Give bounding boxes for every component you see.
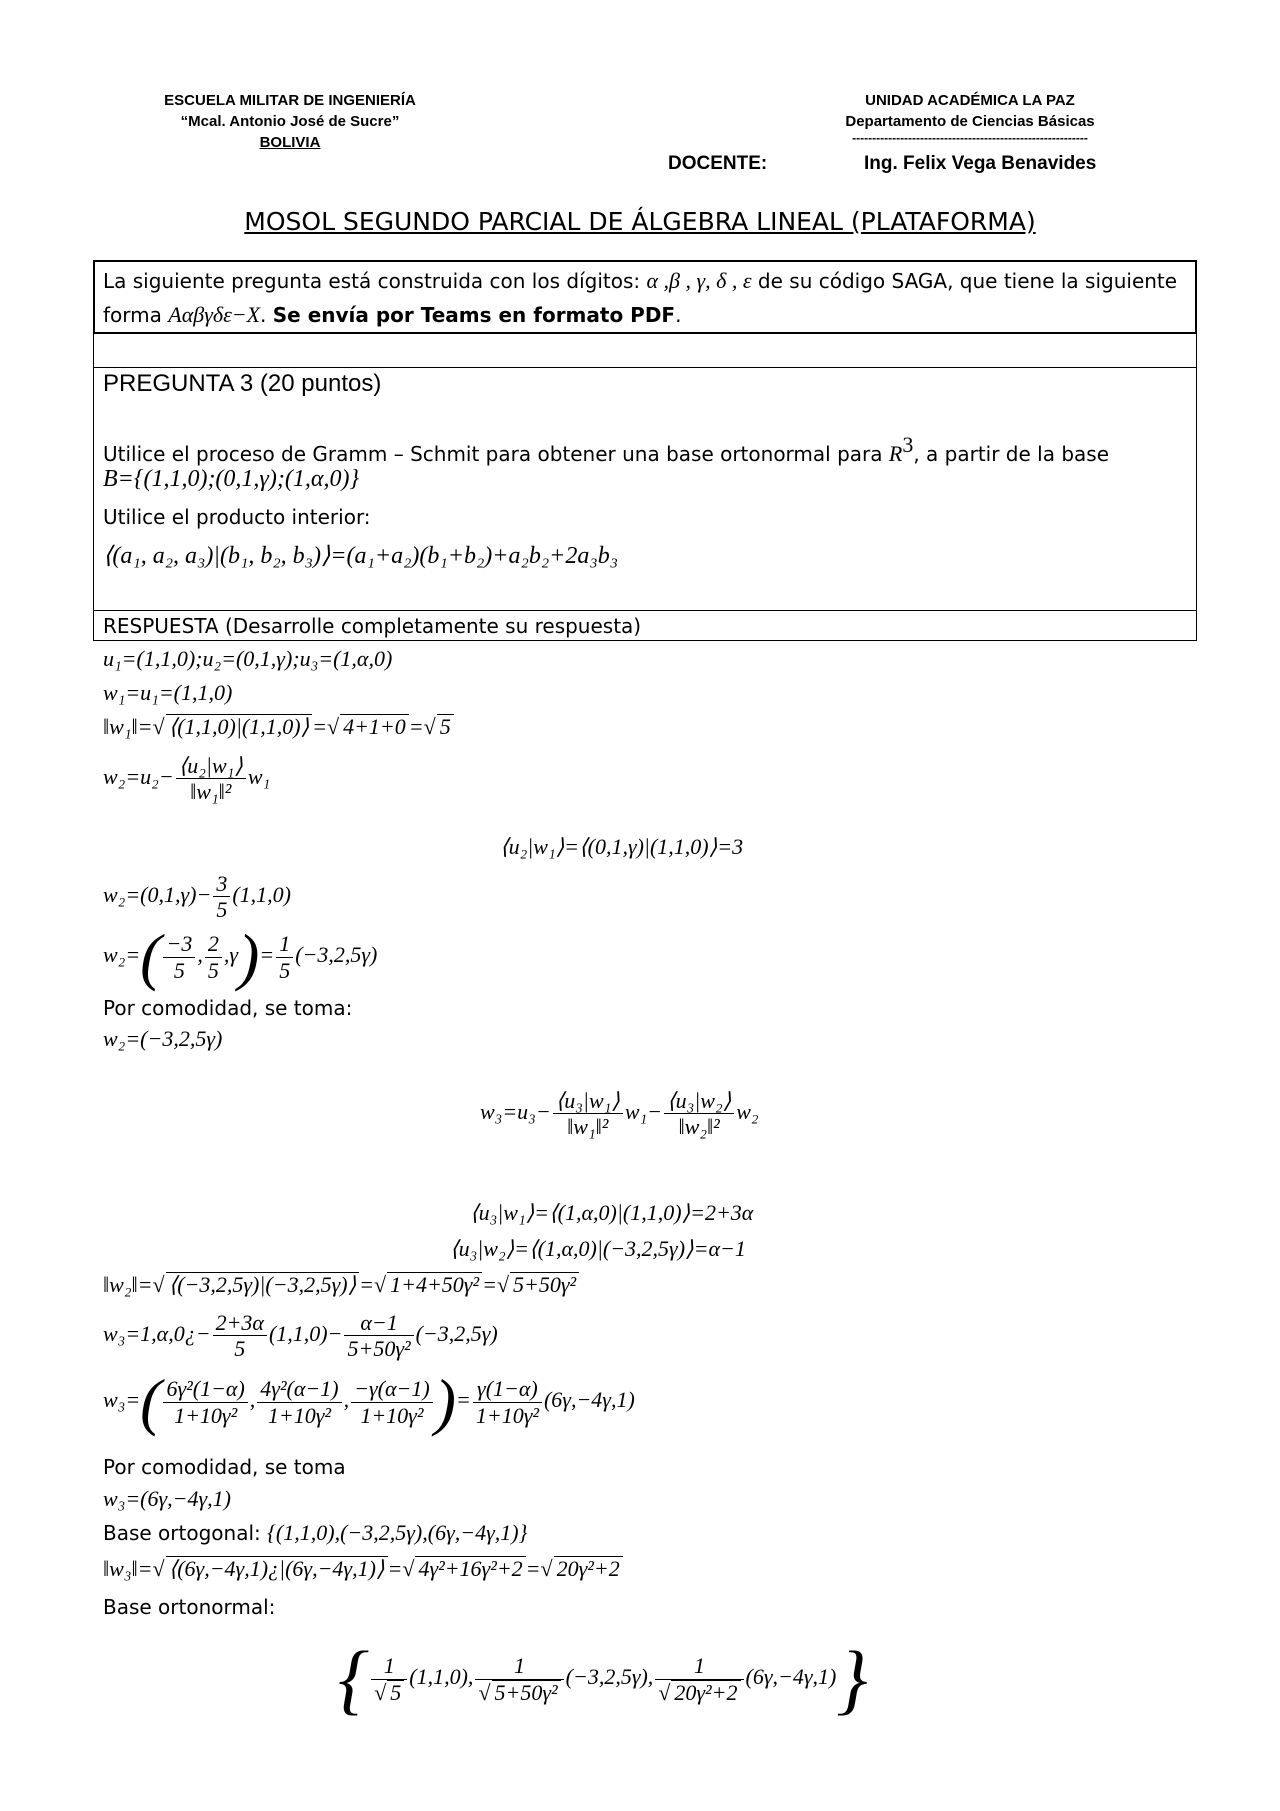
w2-sub-tail: (1,1,0) [232,881,291,907]
denominator: 1+10γ² [475,1402,539,1428]
denominator: 5 [234,1336,246,1362]
denominator: 1+10γ² [360,1402,424,1428]
w2-res-tail: (−3,2,5γ) [295,942,378,968]
w3-sub-mid: (1,1,0)− [268,1320,343,1346]
country: BOLIVIA [259,134,321,151]
w2-numerator: ⟨u₂|w₁⟩ [176,753,246,779]
norm-w3-radicand: ⟨(6γ,−4γ,1)¿|(6γ,−4γ,1)⟩ [166,1556,388,1581]
statement-text: Utilice el proceso de Gramm – Schmit para obtener una base ortonormal para [103,442,889,466]
numerator: γ(1−α) [473,1376,542,1402]
intro-text-end: de su código SAGA, que tiene la siguiente [751,269,1178,293]
equals: = [312,714,327,739]
frac-3 [351,1376,433,1428]
w2-lhs: w₂=u₂− [103,763,174,789]
norm-w1-radicand-3: 5 [437,714,454,739]
w2-final: w₂=(−3,2,5γ) [103,1026,223,1051]
w3-frac-2 [664,1088,734,1140]
orthogonal-basis [103,1520,527,1546]
norm-w2-lhs: ‖w₂‖= [103,1272,153,1297]
denominator: 5 [173,957,185,983]
header-divider: ----------------------------------------------------------- [852,131,1088,145]
w2-fraction [176,753,246,805]
norm-w1-radicand-2: 4+1+0 [340,714,409,739]
denominator: ‖w₂‖² [678,1114,720,1140]
numerator: 6γ²(1−α) [163,1376,247,1402]
norm-w3-radicand-2: 4γ²+16γ²+2 [415,1556,525,1581]
equals: = [482,1272,497,1297]
intro-instruction: Se envía por Teams en formato PDF [272,303,676,327]
inner-u3-w1: ⟨u₃|w₁⟩=⟨(1,α,0)|(1,1,0)⟩=2+3α [470,1200,754,1225]
norm-w3-radicand-3: 20γ²+2 [554,1556,623,1581]
numerator: α−1 [344,1310,413,1336]
statement-text-end: , a partir de la base [913,442,1109,466]
orthogonal-basis-label: Base ortogonal: [103,1521,268,1545]
w3-res-tail: (6γ,−4γ,1) [543,1387,635,1413]
w3-sub-lhs: w₃=1,α,0¿− [103,1320,211,1346]
on-vector-3: (6γ,−4γ,1) [745,1664,837,1690]
inner-product-definition: ⟨(a₁, a₂, a₃)|(b₁, b₂, b₃)⟩=(a₁+a₂)(b₁+b₂)+a₂b₂+2a₃b₃ [103,543,619,569]
docente-name: Ing. Felix Vega Benavides [864,153,1097,174]
w2-sub-fraction [213,871,230,923]
denominator: 5 [207,957,219,983]
comodidad-note-1: Por comodidad, se toma: [103,996,353,1020]
w3-sub-tail: (−3,2,5γ) [415,1320,498,1346]
norm-w1-radicand: ⟨(1,1,0)|(1,1,0)⟩ [166,714,313,739]
on-frac-3: $\frac{1}{\text{√ 20γ²+2}}$ [655,1653,743,1705]
equals: = [359,1272,375,1297]
school-subtitle: “Mcal. Antonio José de Sucre” [180,113,400,130]
numerator: 2 [205,931,222,957]
inner-product-label: Utilice el producto interior: [103,505,371,529]
basis-set: B={(1,1,0);(0,1,γ);(1,α,0)} [103,466,360,492]
frac-4 [473,1376,542,1428]
w2-formula [103,753,270,805]
equals: = [525,1556,541,1581]
denominator: 5+50γ² [347,1336,411,1362]
frac-1 [163,1376,247,1428]
norm-w2: ‖w₂‖=√ ⟨(−3,2,5γ)|(−3,2,5γ)⟩ =√ 1+4+50γ² =√ 5+50γ² [103,1272,579,1298]
denominator: 1+10γ² [267,1402,332,1428]
w3-final: w₃=(6γ,−4γ,1) [103,1486,232,1511]
numerator: ⟨u₃|w₂⟩ [664,1088,734,1114]
numerator: 1 [475,1653,563,1679]
w2-result: w₂=( $\frac{-3}{5}$ , $\frac{2}{5}$ ,γ)= $\frac{1}{5}$ (−3,2,5γ) [103,921,378,992]
w3-formula [480,1088,759,1140]
intro-end: . [675,303,682,327]
question-heading: PREGUNTA 3 (20 puntos) [103,370,382,397]
norm-w1-lhs: ‖w₁‖= [103,714,153,739]
intro-line-1 [103,268,1177,294]
w2-substitution [103,871,291,923]
w3-mid: w₁− [624,1098,663,1124]
on-frac-1: $\frac{1}{√ 5}$ [371,1653,407,1705]
orthonormal-basis: { $\frac{1}{√ 5}$ (1,1,0), $\frac{1}{\text{√ 5+50γ²}}$ (−3,2,5γ), $\frac{1}{\text{√ 20γ²+2}}$ (6γ,−4γ,1)} [338,1635,868,1722]
norm-w2-radicand-2: 1+4+50γ² [387,1272,482,1297]
docente-label: DOCENTE: [668,153,768,174]
frac-1 [163,931,195,983]
inner-u3-w2: ⟨u₃|w₂⟩=⟨(1,α,0)|(−3,2,5γ)⟩=α−1 [450,1236,746,1261]
w1-definition: w₁=u₁=(1,1,0) [103,680,233,705]
denominator: 5 [279,957,291,983]
frac-1 [213,1310,267,1362]
unit-name: UNIDAD ACADÉMICA LA PAZ [865,92,1075,109]
intro-code-form: Ααβγδε−X [168,302,261,327]
on-vector-1: (1,1,0), [409,1664,474,1690]
on-vector-2: (−3,2,5γ), [565,1664,654,1690]
school-name: ESCUELA MILITAR DE INGENIERÍA [164,92,416,109]
intro-text: La siguiente pregunta está construida con los dígitos: [103,269,647,293]
orthonormal-basis-label: Base ortonormal: [103,1595,276,1619]
intro-digits: α ,β , γ, δ , ε [646,268,752,293]
w2-res-lhs: w₂= [103,942,141,968]
frac-3 [276,931,293,983]
spacer-box [93,333,1197,368]
orthogonal-basis-value: {(1,1,0),(−3,2,5γ),(6γ,−4γ,1)} [267,1520,528,1545]
space-exponent: 3 [902,432,914,457]
inner-u2-w1: ⟨u₂|w₁⟩=⟨(0,1,γ)|(1,1,0)⟩=3 [500,834,744,859]
w3-tail: w₂ [736,1098,759,1124]
equals: = [259,942,275,968]
numerator: 3 [213,871,230,897]
w3-lhs: w₃=u₃− [480,1098,551,1124]
page-title: MOSOL SEGUNDO PARCIAL DE ÁLGEBRA LINEAL (PLATAFORMA) [244,207,1036,236]
on-frac-2: $\frac{1}{\text{√ 5+50γ²}}$ [475,1653,563,1705]
w2-denominator: ‖w₁‖² [190,779,232,805]
w2-tail: w₁ [247,763,271,789]
numerator: ⟨u₃|w₁⟩ [553,1088,623,1114]
denominator: ‖w₁‖² [567,1114,609,1140]
space-symbol: R [888,441,903,466]
w3-result: w₃=( $\frac{\text{6γ²(1−α)}}{\text{1+10γ²}}$ , $\frac{\text{4γ²(α−1)}}{\text{1+10γ²}}$ , $\frac{-\gamma(\alpha-1)}{\text{1+10γ²}}$ )= $\frac{\gamma(1-\alpha)}{\text{1+10γ²}}$ (6γ,−4γ,1) [103,1366,635,1437]
numerator: 1 [655,1653,743,1679]
norm-w2-radicand-3: 5+50γ² [510,1272,579,1297]
department-name: Departamento de Ciencias Básicas [845,113,1095,130]
numerator: −3 [163,931,195,957]
denominator: 5 [216,897,228,923]
denominator: 5+50γ² [492,1680,561,1705]
u-vectors: u₁=(1,1,0);u₂=(0,1,γ);u₃=(1,α,0) [103,646,393,671]
comodidad-note-2: Por comodidad, se toma [103,1455,346,1479]
norm-w1: ‖w₁‖=√ ⟨(1,1,0)|(1,1,0)⟩ =√ 4+1+0 =√ 5 [103,714,454,740]
norm-w2-radicand: ⟨(−3,2,5γ)|(−3,2,5γ)⟩ [166,1272,360,1297]
equals: = [408,714,424,739]
frac-2 [344,1310,413,1362]
w3-substitution [103,1310,498,1362]
intro-line-2 [103,302,681,328]
w2-res-mid: ,γ [223,942,239,968]
question-statement [103,432,1109,467]
w3-frac-1 [553,1088,623,1140]
denominator: 5 [387,1680,404,1705]
numerator: 4γ²(α−1) [257,1376,341,1402]
numerator: −γ(α−1) [351,1376,433,1402]
numerator: 1 [276,931,293,957]
denominator: 1+10γ² [174,1402,238,1428]
denominator: 20γ²+2 [671,1680,740,1705]
frac-2 [205,931,222,983]
answer-heading: RESPUESTA (Desarrolle completamente su respuesta) [103,614,642,638]
frac-2 [257,1376,341,1428]
equals: = [455,1387,471,1413]
intro-form-label: forma [103,303,169,327]
norm-w3: ‖w₃‖=√ ⟨(6γ,−4γ,1)¿|(6γ,−4γ,1)⟩ =√ 4γ²+16γ²+2 =√ 20γ²+2 [103,1556,623,1582]
intro-period: . [260,303,273,327]
norm-w3-lhs: ‖w₃‖= [103,1556,153,1581]
numerator: 2+3α [213,1310,267,1336]
w3-res-lhs: w₃= [103,1387,141,1413]
equals: = [387,1556,403,1581]
w2-sub-lhs: w₂=(0,1,γ)− [103,881,212,907]
numerator: 1 [371,1653,407,1679]
